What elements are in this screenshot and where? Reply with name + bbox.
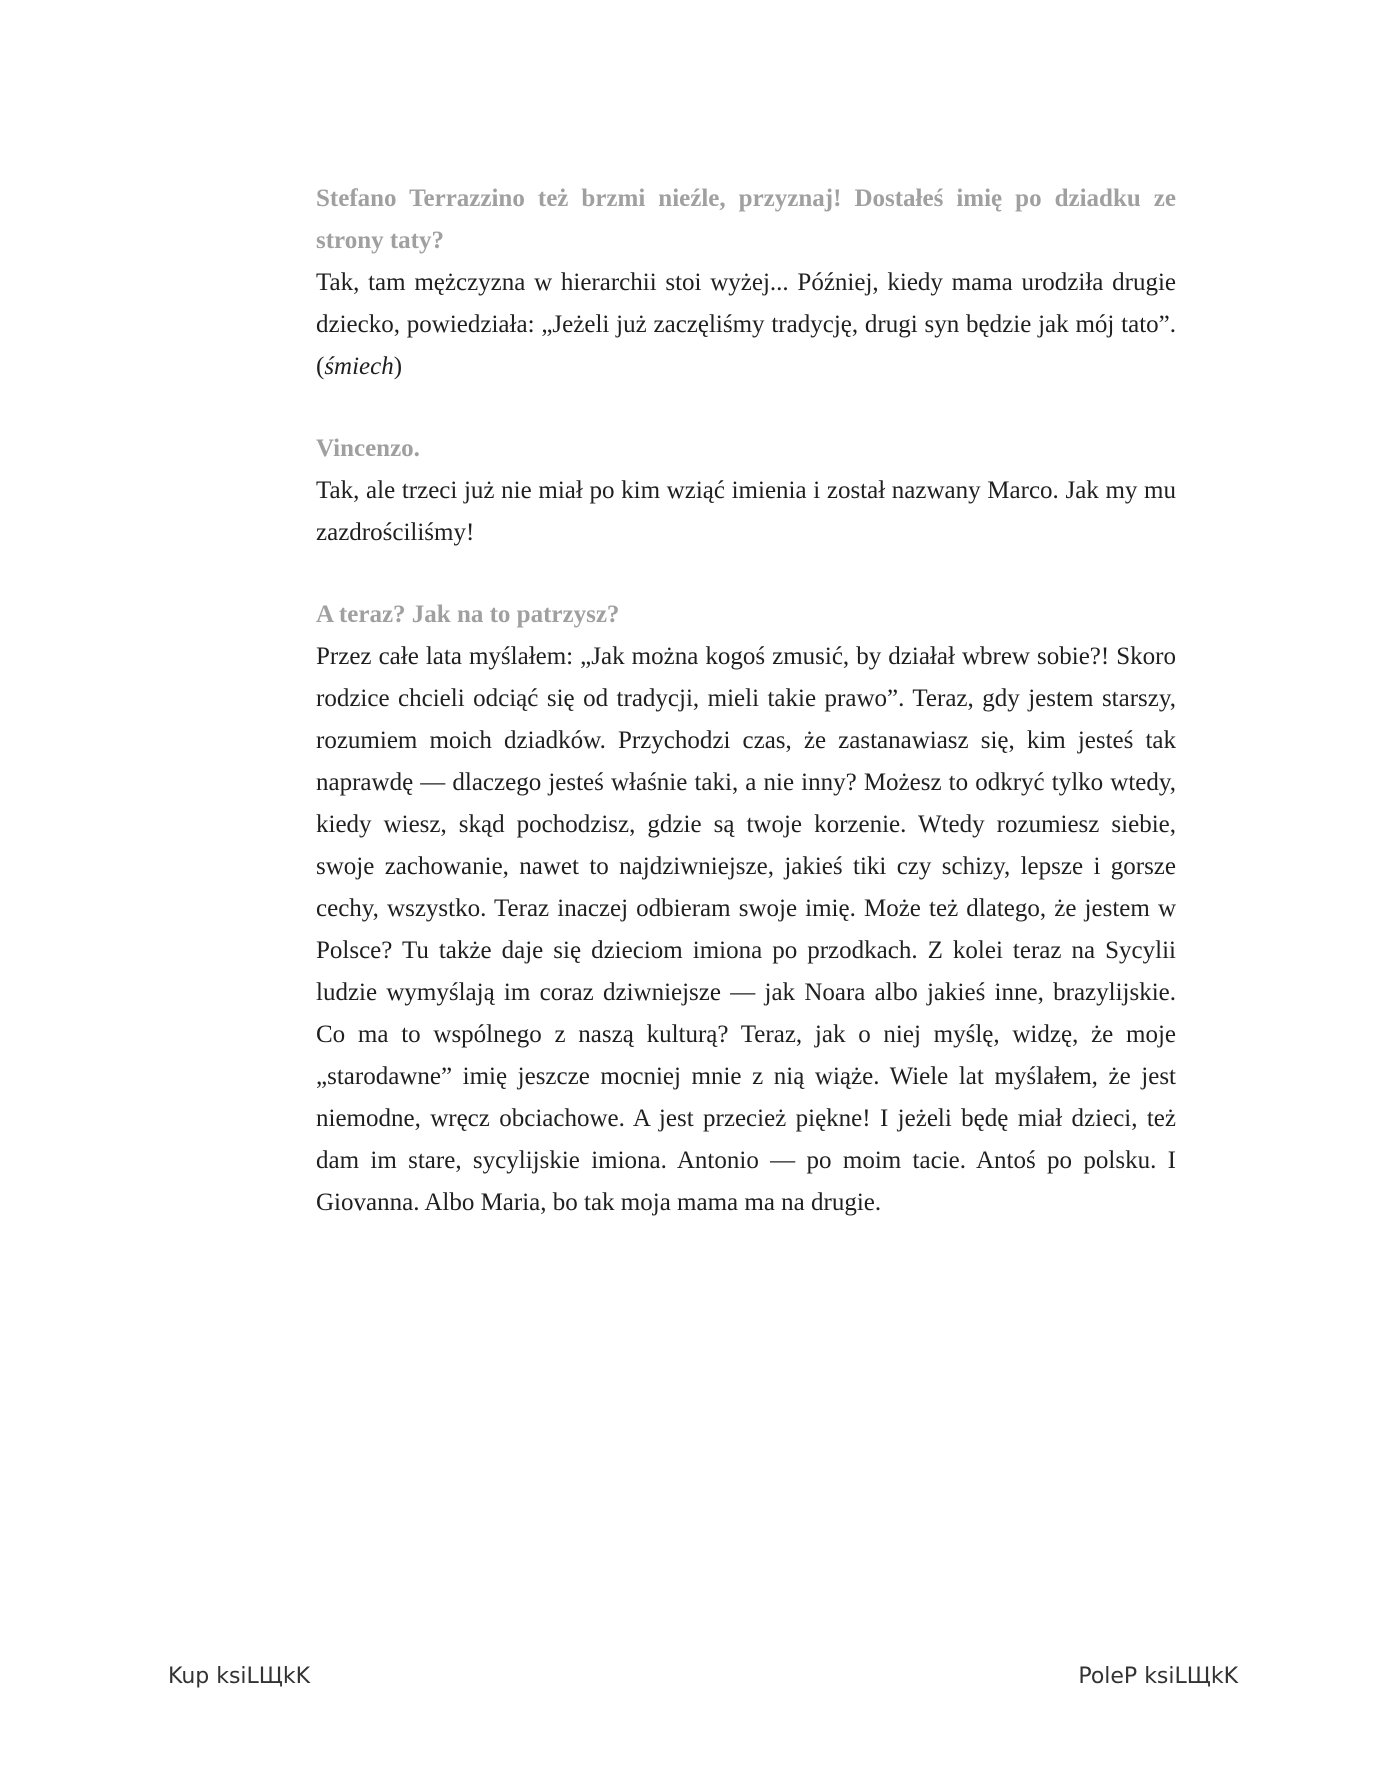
interview-answer	[316, 262, 1176, 388]
qa-block-1	[316, 178, 1176, 388]
interview-text	[316, 178, 1176, 1264]
answer-text-tail: )	[393, 353, 403, 380]
answer-italic-note: śmiech	[324, 353, 394, 380]
qa-block-3	[316, 594, 1176, 1224]
buy-book-link[interactable]: Kup ksiLЩkK	[168, 1664, 311, 1689]
interview-question: Stefano Terrazzino też brzmi nieźle, przyznaj! Dostałeś imię po dziadku ze strony taty?	[316, 185, 1176, 254]
answer-text: Tak, tam mężczyzna w hierarchii stoi wyżej... Później, kiedy mama urodziła drugie dziecko, powiedziała: „Jeżeli już zaczęliśmy tradycję, drugi syn będzie jak mój tato”. (	[316, 269, 1176, 380]
qa-block-2	[316, 428, 1176, 554]
recommend-book-link[interactable]: PoleP ksiLЩkK	[1078, 1664, 1238, 1689]
interview-answer: Przez całe lata myślałem: „Jak można kogoś zmusić, by działał wbrew sobie?! Skoro rodzice chcieli odciąć się od tradycji, mieli takie prawo”. Teraz, gdy jestem starszy, rozumiem moich dziadków. Przychodzi czas, że zastanawiasz się, kim jesteś tak naprawdę — dlaczego jesteś właśnie taki, a nie inny? Możesz to odkryć tylko wtedy, kiedy wiesz, skąd pochodzisz, gdzie są twoje korzenie. Wtedy rozumiesz siebie, swoje zachowanie, nawet to najdziwniejsze, jakieś tiki czy schizy, lepsze i gorsze cechy, wszystko. Teraz inaczej odbieram swoje imię. Może też dlatego, że jestem w Polsce? Tu także daje się dzieciom imiona po przodkach. Z kolei teraz na Sycylii ludzie wymyślają im coraz dziwniejsze — jak Noara albo jakieś inne, brazylijskie. Co ma to wspólnego z naszą kulturą? Teraz, jak o niej myślę, widzę, że moje „starodawne” imię jeszcze mocniej mnie z nią wiąże. Wiele lat myślałem, że jest niemodne, wręcz obciachowe. A jest przecież piękne! I jeżeli będę miał dzieci, też dam im stare, sycylijskie imiona. Antonio — po moim tacie. Antoś po polsku. I Giovanna. Albo Maria, bo tak moja mama ma na drugie.	[316, 643, 1176, 1216]
interview-question: Vincenzo.	[316, 435, 420, 462]
interview-answer: Tak, ale trzeci już nie miał po kim wziąć imienia i został nazwany Marco. Jak my mu zazdrościliśmy!	[316, 477, 1176, 546]
interview-question: A teraz? Jak na to patrzysz?	[316, 601, 620, 628]
